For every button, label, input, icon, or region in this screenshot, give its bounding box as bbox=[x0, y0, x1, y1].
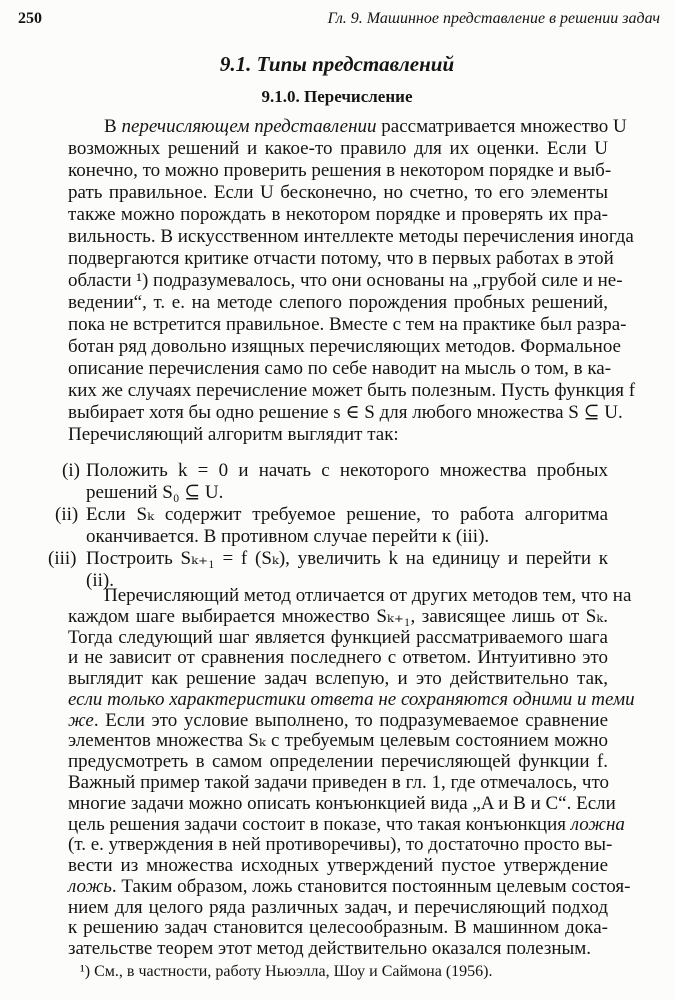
text-line: области ¹) подразумевалось, что они основаны на „грубой силе и не- bbox=[68, 270, 623, 291]
step-label: (ii) bbox=[55, 504, 79, 525]
step-text: Если Sₖ содержит требуемое решение, то работа алгоритма bbox=[86, 504, 608, 525]
step-text: Построить Sₖ₊₁ = f (Sₖ), увеличить k на единицу и перейти к bbox=[86, 548, 608, 569]
text-line: и не зависит от сравнения последнего с ответом. Интуитивно это bbox=[68, 647, 608, 668]
text-line: каждом шаге выбирается множество Sₖ₊₁, зависящее лишь от Sₖ. bbox=[68, 606, 608, 627]
section-title: 9.1. Типы представлений bbox=[219, 52, 455, 76]
text-line: зательстве теорем этот метод действительно оказался полезным. bbox=[68, 938, 592, 959]
text-line: предусмотреть в самом определении перечисляющей функции f. bbox=[68, 751, 608, 772]
text-line: вести из множества исходных утверждений пустое утверждение bbox=[68, 855, 608, 876]
subsection-title: 9.1.0. Перечисление bbox=[261, 87, 413, 106]
text-line: выбирает хотя бы одно решение s ∈ S для любого множества S ⊆ U. bbox=[68, 402, 623, 423]
text-line: также можно порождать в некотором порядке и проверять их пра- bbox=[68, 204, 608, 225]
text-line: конечно, то можно проверить решения в некотором порядке и выб- bbox=[68, 160, 612, 181]
text-line: возможных решений и какое-то правило для их оценки. Если U bbox=[68, 138, 608, 159]
step-text: (ii). bbox=[86, 570, 114, 591]
text-line: если только характеристики ответа не сохраняются одними и теми bbox=[68, 689, 635, 710]
step-text: оканчивается. В противном случае перейти к (iii). bbox=[86, 526, 490, 547]
text-line: ких же случаях перечисление может быть полезным. Пусть функция f bbox=[68, 380, 636, 401]
footnote: ¹) См., в частности, работу Ньюэлла, Шоу и Саймона (1956). bbox=[80, 963, 493, 980]
text-line: ведении“, т. е. на методе слепого порождения пробных решений, bbox=[68, 292, 608, 313]
text-line: Важный пример такой задачи приведен в гл. 1, где отмечалось, что bbox=[68, 772, 610, 793]
text-line: цель решения задачи состоит в показе, что такая конъюнкция ложна bbox=[68, 814, 625, 835]
text-line: В перечисляющем представлении рассматривается множество U bbox=[104, 116, 627, 137]
text-line: ботан ряд довольно изящных перечисляющих методов. Формальное bbox=[68, 336, 621, 357]
step-label: (i) bbox=[62, 460, 80, 481]
text-line: (т. е. утверждения в ней противоречивы), то достаточно просто вы- bbox=[68, 834, 613, 855]
page-number: 250 bbox=[18, 10, 42, 27]
text-line: пока не встретится правильное. Вместе с тем на практике был разра- bbox=[68, 314, 627, 335]
step-label: (iii) bbox=[48, 548, 77, 569]
text-line: выглядит как решение задач вслепую, и это действительно так, bbox=[68, 668, 608, 689]
text-line: подвергаются критике отчасти потому, что в первых работах в этой bbox=[68, 248, 614, 269]
text-line: многие задачи можно описать конъюнкцией вида „A и B и C“. Если bbox=[68, 793, 616, 814]
text-line: вильность. В искусственном интеллекте методы перечисления иногда bbox=[68, 226, 634, 247]
text-line: нием для целого ряда различных задач, и перечисляющий подход bbox=[68, 897, 608, 918]
text-line: Перечисляющий метод отличается от других методов тем, что на bbox=[104, 585, 632, 606]
text-line: же. Если это условие выполнено, то подразумеваемое сравнение bbox=[68, 710, 608, 731]
text-line: Тогда следующий шаг является функцией рассматриваемого шага bbox=[68, 627, 608, 648]
text-line: к решению задач становится целесообразным. В машинном дока- bbox=[68, 917, 608, 938]
text-line: Перечисляющий алгоритм выглядит так: bbox=[68, 424, 399, 445]
text-line: ложь. Таким образом, ложь становится постоянным целевым состоя- bbox=[68, 876, 631, 897]
text-line: рать правильное. Если U бесконечно, но счетно, то его элементы bbox=[68, 182, 608, 203]
text-line: описание перечисления само по себе наводит на мысль о том, в ка- bbox=[68, 358, 612, 379]
step-text: решений S₀ ⊆ U. bbox=[86, 482, 224, 503]
step-text: Положить k = 0 и начать с некоторого множества пробных bbox=[86, 460, 608, 481]
running-title: Гл. 9. Машинное представление в решении задач bbox=[327, 10, 660, 27]
text-line: элементов множества Sₖ с требуемым целевым состоянием можно bbox=[68, 730, 608, 751]
page-header bbox=[18, 10, 660, 34]
